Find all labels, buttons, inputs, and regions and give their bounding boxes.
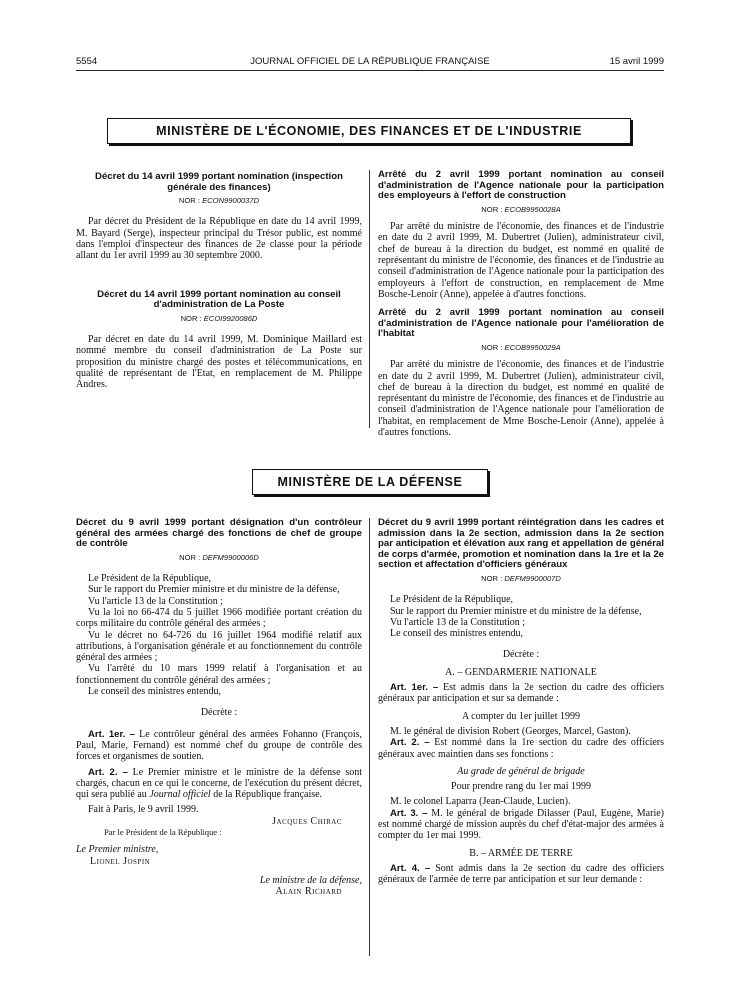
arrete-text: Par arrêté du ministre de l'économie, des finances et de l'industrie en date du 2 avril 1999, M. Dubertret (Julien), administrateur civil, chef de bureau à la direction du budget, est nommé en qualité de représentant du ministre de l'économie, des finances et de l'industrie au conseil d'administration de l'Agence nationale pour la participation des employeurs à l'effort de construction, en remplacement de Mme Bosche-Lenoir (Anne), appelée à d'autres fonctions. (378, 221, 664, 300)
visa-line: Le conseil des ministres entendu, (390, 628, 524, 640)
nor-reference: NOR : ECOB9950029A (481, 342, 561, 352)
nor-reference: NOR : ECON9900037D (178, 196, 260, 206)
pm-name: Lionel Jospin (90, 855, 151, 867)
rank-date: Pour prendre rang du 1er mai 1999 (451, 781, 591, 793)
decree-title: Décret du 14 avril 1999 portant nomination au conseil d'administration de La Poste (97, 288, 341, 311)
arrete-text: Par arrêté du ministre de l'économie, des finances et de l'industrie en date du 2 avril 1999, M. Dubertret (Julien), administrateur civil, chef de bureau à la direction du budget, est nommé en qualité de représentant du ministre de l'économie, des finances et de l'industrie au conseil d'administration de l'Agence nationale pour l'amélioration de l'habitat, en remplacement de Mme Bosche-Lenoir (Anne), appelée à d'autres fonctions. (378, 359, 664, 439)
minister-defense-name: Alain Richard (275, 886, 342, 898)
visa-line: Le conseil des ministres entendu, (88, 686, 222, 698)
nor-reference: NOR : ECOB9950028A (481, 204, 561, 214)
article-2: Art. 2. – Le Premier ministre et le ministre de la défense sont chargés, chacun en ce qui le concerne, de l'exécution du présent décret, qui sera publié au Journal officiel de la République française. (76, 766, 362, 801)
column-divider (369, 170, 370, 428)
header-rule (76, 70, 664, 71)
decree-title: Décret du 14 avril 1999 portant nomination (inspection générale des finances) (95, 171, 343, 193)
officer-line: M. le général de division Robert (Georges, Marcel, Gaston). (390, 725, 631, 737)
page-header (76, 56, 664, 70)
article-1: Art. 1er. – Le contrôleur général des armées Fohanno (François, Paul, Marie, Fernand) est nommé chef du groupe de contrôle des forces et organismes de soutien. (76, 728, 363, 763)
section-heading-armee-de-terre: B. – ARMÉE DE TERRE (469, 847, 573, 859)
issue-date: 15 avril 1999 (609, 56, 664, 67)
ministry-heading-economie: MINISTÈRE DE L'ÉCONOMIE, DES FINANCES ET DE L'INDUSTRIE (107, 118, 631, 144)
page-number: 5554 (76, 56, 98, 67)
officer-line: M. le colonel Laparra (Jean-Claude, Lucien). (390, 796, 571, 808)
decrete-label: Décrète : (502, 649, 540, 661)
pm-title: Le Premier ministre, (76, 844, 159, 856)
visa-line: Vu l'article 13 de la Constitution ; (390, 616, 526, 628)
decree-title: Décret du 9 avril 1999 portant réintégration dans les cadres et admission dans la 2e section, admission dans la 2e section par anticipation et élévation aux rang et appellation de général de corps d'armée, promotion et nomination dans la 1re et la 2e section et affectation d'officiers généraux (378, 517, 664, 571)
nor-reference: NOR : DEFM9900007D (481, 573, 561, 583)
visa-line: Sur le rapport du Premier ministre et du ministre de la défense, (88, 584, 340, 596)
arrete-title: Arrêté du 2 avril 1999 portant nomination au conseil d'administration de l'Agence nationale pour la participation des employeurs à l'effort de construction (378, 169, 664, 202)
article-1: Art. 1er. – Est admis dans la 2e section du cadre des officiers généraux par anticipation et sur sa demande : (378, 682, 664, 705)
nor-reference: NOR : DEFM9900006D (179, 552, 259, 562)
grade-heading: Au grade de général de brigade (457, 765, 585, 777)
section-heading-gendarmerie: A. – GENDARMERIE NATIONALE (445, 666, 597, 678)
article-2: Art. 2. – Est nommé dans la 1re section du cadre des officiers généraux avec maintien dans ses fonctions : (378, 737, 665, 760)
effective-date: A compter du 1er juillet 1999 (461, 710, 581, 722)
column-divider (369, 518, 370, 956)
decree-text: Par décret en date du 14 avril 1999, M. Dominique Maillard est nommé membre du conseil d'administration de La Poste sur proposition du ministre chargé des postes et télécommunications, en qualité de représentant de l'Etat, en remplacement de M. Philippe Andres. (76, 334, 362, 391)
decree-text: Par décret du Président de la République en date du 14 avril 1999, M. Bayard (Serge), inspecteur principal du Trésor public, est nommé dans l'emploi d'inspecteur des finances de 2e classe pour la période allant du 1er avril 1999 au 30 septembre 2000. (76, 216, 362, 262)
minister-defense-title: Le ministre de la défense, (259, 874, 362, 886)
arrete-title: Arrêté du 2 avril 1999 portant nomination au conseil d'administration de l'Agence nationale pour l'amélioration de l'habitat (378, 307, 664, 340)
left-column-economie (76, 172, 362, 391)
par-le-president: Par le Président de la République : (104, 827, 222, 838)
decrete-label: Décrète : (200, 707, 238, 719)
right-column-defense (378, 518, 664, 886)
visa-line: Le Président de la République, (390, 594, 514, 606)
decree-title: Décret du 9 avril 1999 portant désignation d'un contrôleur général des armées chargé des fonctions de chef de groupe de contrôle (76, 517, 362, 550)
journal-title: JOURNAL OFFICIEL DE LA RÉPUBLIQUE FRANÇAISE (250, 56, 490, 67)
visa-line: Le Président de la République, (88, 573, 212, 585)
right-column-economie (378, 170, 664, 438)
article-3: Art. 3. – M. le général de brigade Dilasser (Paul, Eugène, Marie) est nommé chargé de mission auprès du chef d'état-major des armées à compter du 1er mai 1999. (378, 807, 664, 842)
visa-line: Vu l'article 13 de la Constitution ; (88, 595, 224, 607)
nor-reference: NOR : ECOI9920086D (180, 313, 258, 323)
left-column-defense (76, 518, 362, 898)
signature-president: Jacques Chirac (272, 815, 342, 827)
visa-line: Sur le rapport du Premier ministre et du ministre de la défense, (390, 605, 642, 617)
visa-line: Vu le décret no 64-726 du 16 juillet 1964 modifié relatif aux attributions, à l'organisation générale et au fonctionnement du contrôle général des armées ; (76, 629, 362, 664)
ministry-heading-defense: MINISTÈRE DE LA DÉFENSE (252, 469, 488, 495)
visa-line: Vu la loi no 66-474 du 5 juillet 1966 modifiée portant création du corps militaire du contrôle général des armées ; (76, 606, 362, 630)
article-4: Art. 4. – Sont admis dans la 2e section du cadre des officiers généraux de l'armée de terre par anticipation et sur leur demande : (378, 862, 664, 886)
visa-line: Vu l'arrêté du 10 mars 1999 relatif à l'organisation et au fonctionnement du contrôle général des armées ; (76, 663, 362, 686)
fait-line: Fait à Paris, le 9 avril 1999. (88, 804, 199, 816)
